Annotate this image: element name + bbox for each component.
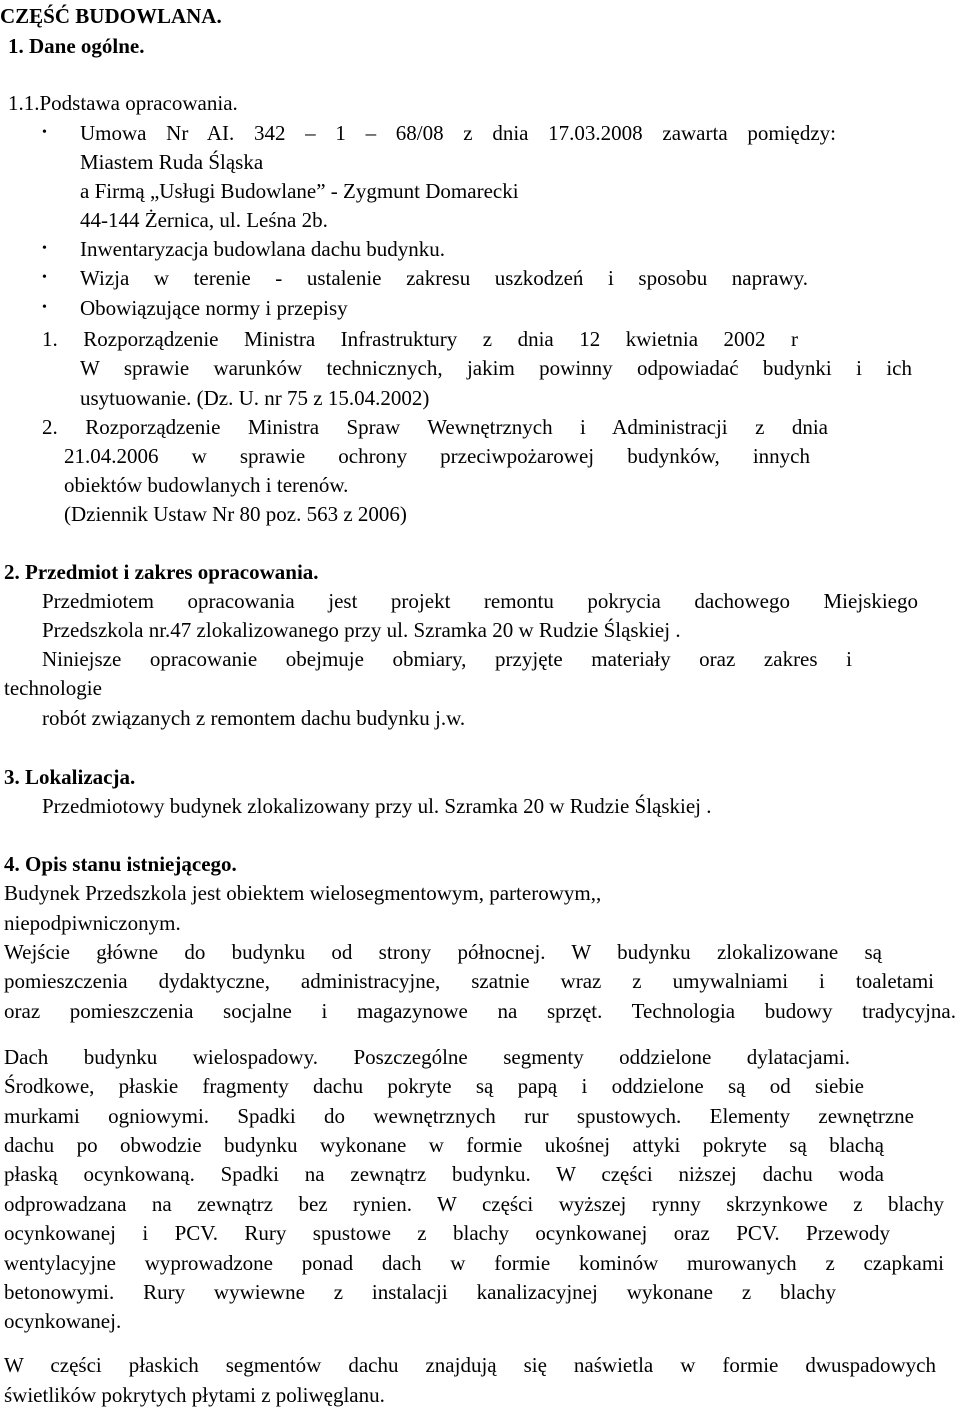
paragraph-line: technologie <box>4 676 102 700</box>
regulation-item-continuation: 21.04.2006 w sprawie ochrony przeciwpożarowej budynków, innych <box>64 444 810 468</box>
paragraph-line: oraz pomieszczenia socjalne i magazynowe na sprzęt. Technologia budowy tradycyjna. <box>4 999 956 1023</box>
section-4-heading: 4. Opis stanu istniejącego. <box>4 852 237 876</box>
paragraph-line: niepodpiwniczonym. <box>4 911 181 935</box>
section-1-1-heading: 1.1.Podstawa opracowania. <box>8 91 238 115</box>
paragraph-line: Przedszkola nr.47 zlokalizowanego przy ul. Szramka 20 w Rudzie Śląskiej . <box>42 618 681 642</box>
paragraph-line: Wejście główne do budynku od strony północnej. W budynku zlokalizowane są <box>4 940 882 964</box>
paragraph-line: betonowymi. Rury wywiewne z instalacji kanalizacyjnej wykonane z blachy <box>4 1280 836 1304</box>
paragraph-line: ocynkowanej. <box>4 1309 122 1333</box>
paragraph-line: Przedmiotowy budynek zlokalizowany przy ul. Szramka 20 w Rudzie Śląskiej . <box>42 794 712 818</box>
regulation-item-continuation: obiektów budowlanych i terenów. <box>64 473 349 497</box>
paragraph-line: wentylacyjne wyprowadzone ponad dach w formie kominów murowanych z czapkami <box>4 1251 944 1275</box>
paragraph-line: Dach budynku wielospadowy. Poszczególne segmenty oddzielone dylatacjami. <box>4 1045 850 1069</box>
section-1-heading: 1. Dane ogólne. <box>8 34 145 58</box>
paragraph-line: pomieszczenia dydaktyczne, administracyjne, szatnie wraz z umywalniami i toaletami <box>4 969 934 993</box>
list-item-continuation: Miastem Ruda Śląska <box>80 150 264 174</box>
regulation-item: 2. Rozporządzenie Ministra Spraw Wewnętrznych i Administracji z dnia <box>42 415 828 439</box>
paragraph-line: dachu po obwodzie budynku wykonane w formie ukośnej attyki pokryte są blachą <box>4 1133 884 1157</box>
list-item: Wizja w terenie - ustalenie zakresu uszkodzeń i sposobu naprawy. <box>80 266 808 290</box>
bullet-icon: • <box>42 241 47 256</box>
paragraph-line: ocynkowanej i PCV. Rury spustowe z blachy ocynkowanej oraz PCV. Przewody <box>4 1221 890 1245</box>
paragraph-line: Niniejsze opracowanie obejmuje obmiary, przyjęte materiały oraz zakres i <box>42 647 852 671</box>
paragraph-line: Środkowe, płaskie fragmenty dachu pokryte są papą i oddzielone są od siebie <box>4 1074 864 1098</box>
paragraph-line: robót związanych z remontem dachu budynku j.w. <box>42 706 466 730</box>
regulation-item-continuation: W sprawie warunków technicznych, jakim powinny odpowiadać budynki i ich <box>80 356 912 380</box>
paragraph-line: Budynek Przedszkola jest obiektem wielosegmentowym, parterowym,, <box>4 881 602 905</box>
paragraph-line: płaską ocynkowaną. Spadki na zewnątrz budynku. W części niższej dachu woda <box>4 1162 884 1186</box>
document-title: CZĘŚĆ BUDOWLANA. <box>0 4 222 28</box>
regulation-item-continuation: (Dziennik Ustaw Nr 80 poz. 563 z 2006) <box>64 502 407 526</box>
paragraph-line: W części płaskich segmentów dachu znajdują się naświetla w formie dwuspadowych <box>4 1353 936 1377</box>
paragraph-line: świetlików pokrytych płytami z poliwęglanu. <box>4 1383 385 1407</box>
bullet-icon: • <box>42 270 47 285</box>
list-item: Obowiązujące normy i przepisy <box>80 296 348 320</box>
section-2-heading: 2. Przedmiot i zakres opracowania. <box>4 560 319 584</box>
list-item: Inwentaryzacja budowlana dachu budynku. <box>80 237 446 261</box>
bullet-icon: • <box>42 300 47 315</box>
list-item-continuation: 44-144 Żernica, ul. Leśna 2b. <box>80 208 328 232</box>
regulation-item: 1. Rozporządzenie Ministra Infrastruktury z dnia 12 kwietnia 2002 r <box>42 327 798 351</box>
paragraph-line: murkami ogniowymi. Spadki do wewnętrznych rur spustowych. Elementy zewnętrzne <box>4 1104 914 1128</box>
paragraph-line: Przedmiotem opracowania jest projekt remontu pokrycia dachowego Miejskiego <box>42 589 918 613</box>
bullet-icon: • <box>42 125 47 140</box>
regulation-item-continuation: usytuowanie. (Dz. U. nr 75 z 15.04.2002) <box>80 386 430 410</box>
list-item-continuation: a Firmą „Usługi Budowlane” - Zygmunt Domarecki <box>80 179 519 203</box>
section-3-heading: 3. Lokalizacja. <box>4 765 136 789</box>
paragraph-line: odprowadzana na zewnątrz bez rynien. W części wyższej rynny skrzynkowe z blachy <box>4 1192 944 1216</box>
list-item: Umowa Nr AI. 342 – 1 – 68/08 z dnia 17.03.2008 zawarta pomiędzy: <box>80 121 836 145</box>
